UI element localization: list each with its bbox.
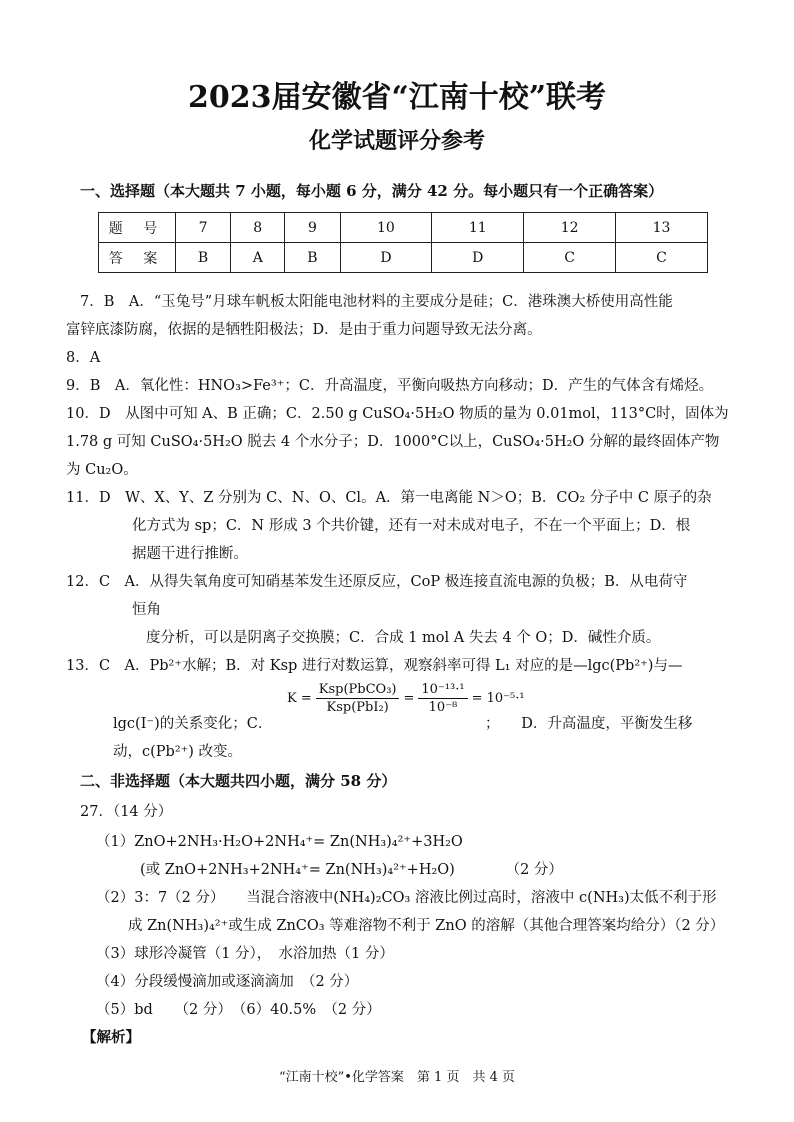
q27-part-3: （3）球形冷凝管（1 分）， 水浴加热（1 分） xyxy=(96,946,394,962)
table-cell: 7 xyxy=(176,213,231,243)
table-cell: 13 xyxy=(616,213,708,243)
table-cell: 11 xyxy=(432,213,524,243)
section-1-heading: 一、选择题（本大题共 7 小题，每小题 6 分，满分 42 分。每小题只有一个正确答案） xyxy=(80,182,664,200)
table-cell: A xyxy=(231,243,285,273)
fraction-numerator: 10⁻¹³·¹ xyxy=(418,682,467,699)
table-cell: C xyxy=(524,243,616,273)
q13-line-1: 13．C A．Pb²⁺水解；B．对 Ksp 进行对数运算，观察斜率可得 L₁ 对应的是—lgc(Pb²⁺)与— xyxy=(66,658,683,674)
q12-line-1: 12．C A．从得失氧角度可知硝基苯发生还原反应，CoP 极连接直流电源的负极；B．从电荷守 xyxy=(66,574,688,590)
table-cell: 10 xyxy=(340,213,432,243)
table-row-numbers xyxy=(99,213,708,243)
formula-equals: = xyxy=(403,691,415,706)
q10-line-3: 为 Cu₂O。 xyxy=(66,462,138,478)
q27-heading: 27．（14 分） xyxy=(80,804,173,820)
q27-part-2-line-1: （2）3：7（2 分） 当混合溶液中(NH₄)₂CO₃ 溶液比例过高时，溶液中 c(NH₃)太低不利于形 xyxy=(96,890,717,906)
q27-part-2-line-2: 成 Zn(NH₃)₄²⁺或生成 ZnCO₃ 等难溶物不利于 ZnO 的溶解（其他合理答案均给分）（2 分） xyxy=(128,918,725,934)
q10-line-2: 1.78 g 可知 CuSO₄·5H₂O 脱去 4 个水分子；D．1000°C以上，CuSO₄·5H₂O 分解的最终固体产物 xyxy=(66,434,720,450)
q8-line: 8．A xyxy=(66,350,101,366)
formula-k: K = xyxy=(287,691,312,706)
formula-result: = 10⁻⁵·¹ xyxy=(471,691,525,706)
fraction-denominator: Ksp(PbI₂) xyxy=(326,700,389,715)
table-cell: 8 xyxy=(231,213,285,243)
q13-line-2a: lgc(I⁻)的关系变化；C． xyxy=(113,716,273,732)
page-title: 2023届安徽省“江南十校”联考 xyxy=(187,80,606,115)
q13-line-3: 动，c(Pb²⁺) 改变。 xyxy=(113,744,243,760)
table-cell: 12 xyxy=(524,213,616,243)
table-cell: 9 xyxy=(285,213,340,243)
row-label: 答 案 xyxy=(99,243,176,273)
fraction-powers xyxy=(418,682,467,715)
row-label: 题 号 xyxy=(99,213,176,243)
q9-line: 9．B A．氧化性：HNO₃>Fe³⁺；C．升高温度，平衡向吸热方向移动；D．产生的气体含有烯烃。 xyxy=(66,378,714,394)
page-subtitle: 化学试题评分参考 xyxy=(308,128,485,154)
table-cell: D xyxy=(432,243,524,273)
q11-line-1: 11．D W、X、Y、Z 分别为 C、N、O、Cl。A．第一电离能 N＞O；B．CO₂ 分子中 C 原子的杂 xyxy=(66,490,712,506)
q27-part-5-6: （5）bd （2 分） （6）40.5% （2 分） xyxy=(96,1002,381,1018)
q27-part-4: （4）分段缓慢滴加或逐滴滴加 （2 分） xyxy=(96,974,359,990)
table-cell: C xyxy=(616,243,708,273)
ksp-formula xyxy=(287,682,525,715)
answer-table xyxy=(98,212,708,273)
table-row-answers xyxy=(99,243,708,273)
q27-part-1-line-1: （1）ZnO+2NH₃·H₂O+2NH₄⁺= Zn(NH₃)₄²⁺+3H₂O xyxy=(96,834,463,850)
q7-line-1: 7．B A．“玉兔号”月球车帆板太阳能电池材料的主要成分是硅；C．港珠澳大桥使用高性能 xyxy=(80,294,673,310)
q10-line-1: 10．D 从图中可知 A、B 正确；C．2.50 g CuSO₄·5H₂O 物质的量为 0.01mol，113°C时，固体为 xyxy=(66,406,729,422)
section-2-heading: 二、非选择题（本大题共四小题，满分 58 分） xyxy=(80,772,397,790)
q11-line-3: 据题干进行推断。 xyxy=(132,546,248,562)
table-cell: B xyxy=(285,243,340,273)
fraction-denominator: 10⁻⁸ xyxy=(428,700,458,715)
q13-line-2b: ； D．升高温度，平衡发生移 xyxy=(485,716,693,732)
q11-line-2: 化方式为 sp；C．N 形成 3 个共价键，还有一对未成对电子，不在一个平面上；D．根 xyxy=(132,518,691,534)
q27-part-1-line-2: (或 ZnO+2NH₃+2NH₄⁺= Zn(NH₃)₄²⁺+H₂O) （2 分） xyxy=(140,862,563,878)
table-cell: B xyxy=(176,243,231,273)
analysis-heading: 【解析】 xyxy=(82,1029,140,1046)
page-footer: “江南十校”•化学答案 第 1 页 共 4 页 xyxy=(278,1070,516,1085)
fraction-ksp xyxy=(316,682,400,715)
q12-line-2: 恒角 xyxy=(132,602,161,618)
fraction-numerator: Ksp(PbCO₃) xyxy=(316,682,400,699)
q7-line-2: 富锌底漆防腐，依据的是牺牲阳极法；D．是由于重力问题导致无法分离。 xyxy=(66,322,542,338)
q12-line-3: 度分析，可以是阴离子交换膜；C．合成 1 mol A 失去 4 个 O；D．碱性介质。 xyxy=(146,630,661,646)
table-cell: D xyxy=(340,243,432,273)
